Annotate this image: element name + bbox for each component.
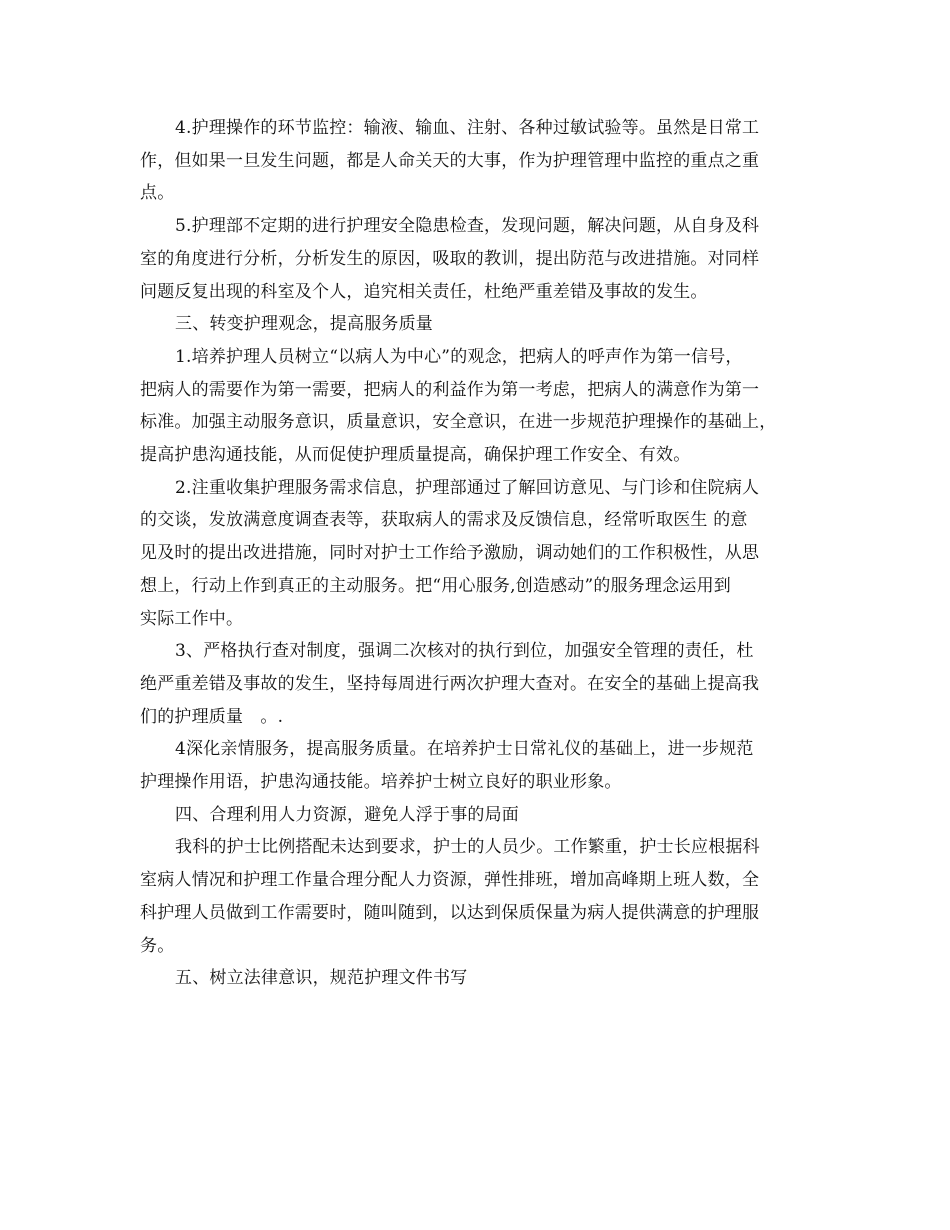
text-line: 绝严重差错及事故的发生，坚持每周进行两次护理大查对。在安全的基础上提高我 bbox=[140, 673, 760, 694]
section-heading-3 bbox=[140, 308, 820, 341]
text-line: 见及时的提出改进措施，同时对护士工作给予激励，调动她们的工作积极性，从思 bbox=[140, 543, 760, 564]
text-line: 点。 bbox=[140, 183, 175, 204]
text-line: 们的护理质量 。. bbox=[140, 706, 284, 727]
text-line: 我科的护士比例搭配未达到要求，护士的人员少。工作繁重，护士长应根据科 bbox=[175, 837, 760, 858]
text-line: 护理操作用语，护患沟通技能。培养护士树立良好的职业形象。 bbox=[140, 772, 622, 793]
text-line: 的交谈，发放满意度调查表等，获取病人的需求及反馈信息，经常听取医生 的意 bbox=[140, 510, 748, 531]
text-line: 室病人情况和护理工作量合理分配人力资源，弹性排班，增加高峰期上班人数，全 bbox=[140, 870, 760, 891]
text-line: 作，但如果一旦发生问题，都是人命关天的大事，作为护理管理中监控的重点之重 bbox=[140, 150, 760, 171]
text-line: 科护理人员做到工作需要时，随叫随到，以达到保质保量为病人提供满意的护理服 bbox=[140, 902, 760, 923]
text-line: 2.注重收集护理服务需求信息，护理部通过了解回访意见、与门诊和住院病人 bbox=[175, 477, 760, 498]
text-line: 5.护理部不定期的进行护理安全隐患检查，发现问题，解决问题，从自身及科 bbox=[175, 216, 760, 237]
paragraph-compassionate-service bbox=[140, 733, 820, 798]
paragraph-patient-centered bbox=[140, 341, 820, 472]
document-body bbox=[140, 112, 820, 995]
paragraph-service-feedback bbox=[140, 472, 820, 636]
text-line: 问题反复出现的科室及个人，追究相关责任，杜绝严重差错及事故的发生。 bbox=[140, 281, 708, 302]
text-line: 想上，行动上作到真正的主动服务。把“用心服务,创造感动”的服务理念运用到 bbox=[140, 575, 731, 596]
heading-line: 四、合理利用人力资源，避免人浮于事的局面 bbox=[175, 804, 519, 825]
paragraph-monitoring bbox=[140, 112, 820, 210]
text-line: 标准。加强主动服务意识，质量意识，安全意识，在进一步规范护理操作的基础上， bbox=[140, 412, 777, 433]
paragraph-staffing bbox=[140, 831, 820, 962]
text-line: 4深化亲情服务，提高服务质量。在培养护士日常礼仪的基础上，进一步规范 bbox=[175, 739, 754, 760]
text-line: 室的角度进行分析，分析发生的原因，吸取的教训，提出防范与改进措施。对同样 bbox=[140, 248, 760, 269]
section-heading-5 bbox=[140, 962, 820, 995]
paragraph-safety-inspection bbox=[140, 210, 820, 308]
section-heading-4 bbox=[140, 799, 820, 832]
text-line: 4.护理操作的环节监控：输液、输血、注射、各种过敏试验等。虽然是日常工 bbox=[175, 118, 760, 138]
text-line: 提高护患沟通技能，从而促使护理质量提高，确保护理工作安全、有效。 bbox=[140, 445, 691, 466]
text-line: 务。 bbox=[140, 935, 175, 956]
text-line: 实际工作中。 bbox=[140, 608, 244, 629]
heading-line: 五、树立法律意识，规范护理文件书写 bbox=[175, 968, 468, 989]
text-line: 把病人的需要作为第一需要，把病人的利益作为第一考虑，把病人的满意作为第一 bbox=[140, 379, 760, 400]
heading-line: 三、转变护理观念，提高服务质量 bbox=[175, 314, 433, 335]
text-line: 1.培养护理人员树立“以病人为中心”的观念，把病人的呼声作为第一信号， bbox=[175, 346, 743, 367]
paragraph-verification bbox=[140, 635, 820, 733]
text-line: 3、严格执行查对制度，强调二次核对的执行到位，加强安全管理的责任，杜 bbox=[175, 641, 754, 662]
